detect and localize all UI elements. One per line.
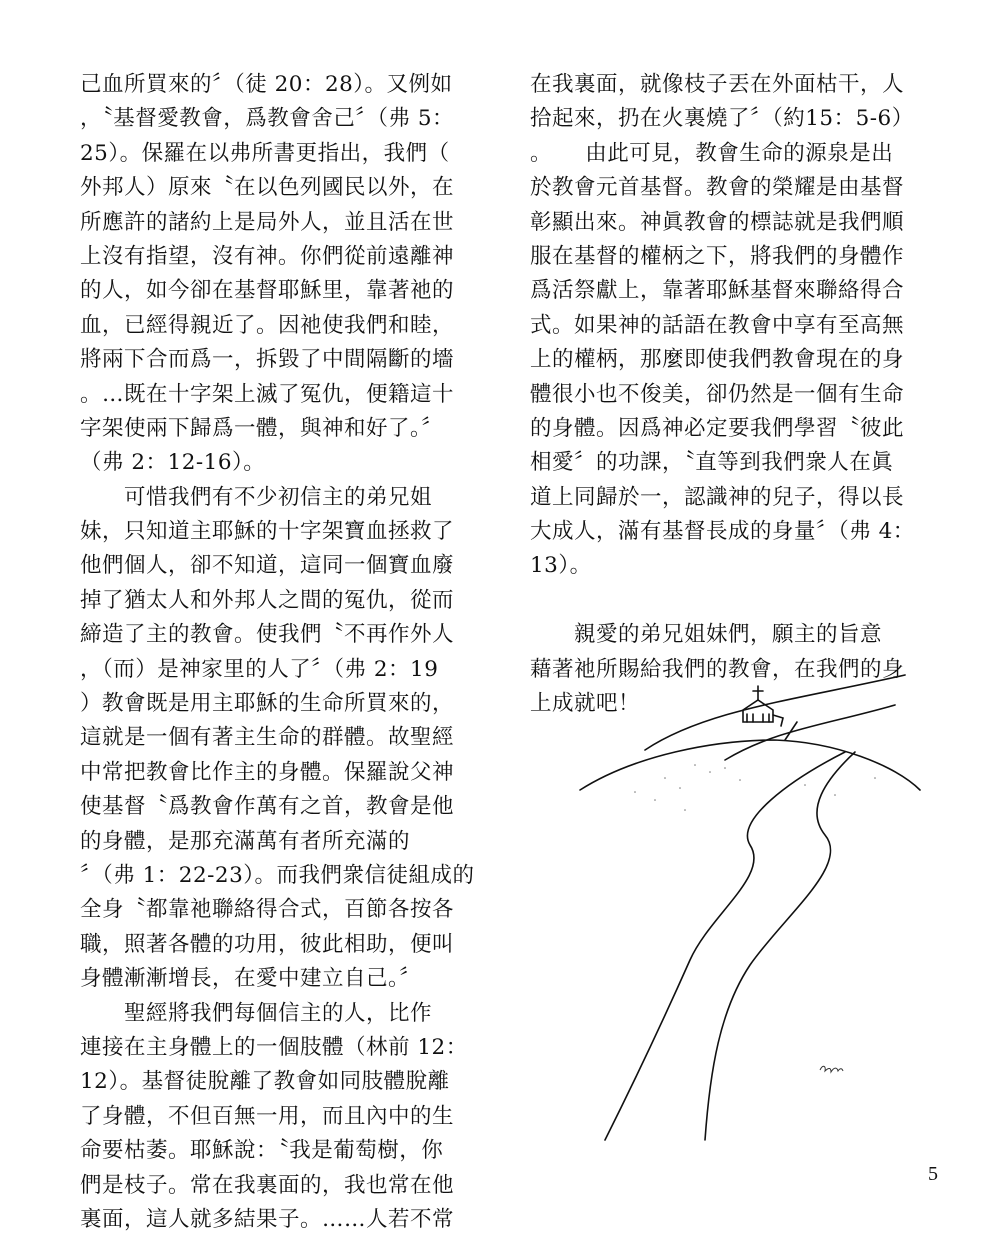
text-line: 的身體，是那充滿萬有者所充滿的 [80, 828, 411, 854]
text-line: 大成人，滿有基督長成的身量〞（弗 4： [530, 519, 915, 545]
text-line: 所應許的諸約上是局外人，並且活在世 [80, 209, 455, 235]
church-hill-path-illustration [575, 670, 935, 1145]
text-line: 了身體，不但百無一用，而且內中的生 [80, 1103, 455, 1129]
text-line: 拾起來，扔在火裏燒了〞（約15：5-6） [530, 106, 914, 132]
text-line: 可惜我們有不少初信主的弟兄姐 [80, 484, 433, 510]
text-line: 相愛〞的功課，〝直等到我們衆人在眞 [530, 450, 894, 476]
text-line: 職，照著各體的功用，彼此相助，便叫 [80, 931, 455, 957]
text-line: 他們個人，卻不知道，這同一個寶血廢 [80, 553, 455, 579]
text-line: ）教會既是用主耶穌的生命所買來的， [80, 691, 455, 717]
text-line: 彰顯出來。神眞教會的標誌就是我們順 [530, 209, 905, 235]
text-line: ，〝基督愛教會，爲教會舍己〞（弗 5： [80, 106, 455, 132]
text-line: 。…既在十字架上滅了冤仇，便籍這十 [80, 381, 455, 407]
text-line: 道上同歸於一，認識神的兒子，得以長 [530, 484, 905, 510]
text-line: 使基督〝爲教會作萬有之首，教會是他 [80, 794, 455, 820]
text-line: 12）。基督徒脫離了教會如同肢體脫離 [80, 1069, 450, 1095]
text-line: 血，已經得親近了。因祂使我們和睦， [80, 312, 455, 338]
text-line: 。 由此可見，教會生命的源泉是出 [530, 140, 894, 166]
artist-signature [820, 1066, 843, 1072]
text-line: 服在基督的權柄之下，將我們的身體作 [530, 243, 905, 269]
text-line: 裏面，這人就多結果子。……人若不常 [80, 1206, 455, 1232]
text-line: 上成就吧！ [530, 691, 641, 717]
text-line: 外邦人）原來〝在以色列國民以外，在 [80, 175, 455, 201]
text-line: ，（而）是神家里的人了〞（弗 2：19 [80, 656, 439, 682]
text-line: 藉著祂所賜給我們的教會，在我們的身 [530, 656, 905, 682]
text-line: 連接在主身體上的一個肢體（林前 12： [80, 1034, 468, 1060]
text-line: 爲活祭獻上，靠著耶穌基督來聯絡得合 [530, 278, 905, 304]
text-line: 在我裏面，就像枝子丟在外面枯干，人 [530, 72, 905, 97]
text-line: 式。如果神的話語在教會中享有至高無 [530, 312, 905, 338]
text-line: 親愛的弟兄姐妹們，願主的旨意 [530, 622, 883, 648]
text-line: 上的權柄，那麼即使我們教會現在的身 [530, 347, 905, 373]
text-line: 命要枯萎。耶穌說：〝我是葡萄樹，你 [80, 1138, 444, 1164]
text-line: 的身體。因爲神必定要我們學習〝彼此 [530, 415, 905, 441]
text-line: 全身〝都靠祂聯絡得合式，百節各按各 [80, 897, 455, 923]
text-line: 字架使兩下歸爲一體，與神和好了。〞 [80, 415, 444, 441]
page-number: 5 [928, 1163, 938, 1185]
text-line: 己血所買來的〞（徒 20：28）。又例如 [80, 72, 453, 97]
text-line: （弗 2：12-16）。 [80, 450, 266, 476]
left-column [80, 68, 490, 1237]
text-line: 體很小也不俊美，卻仍然是一個有生命 [530, 381, 905, 407]
text-line: 〞（弗 1：22-23）。而我們衆信徒組成的 [80, 862, 475, 888]
right-column [530, 68, 938, 721]
text-line: 聖經將我們每個信主的人，比作 [80, 1000, 433, 1026]
text-line: 身體漸漸增長，在愛中建立自己。〞 [80, 966, 422, 992]
text-line: 13）。 [530, 553, 592, 579]
text-line: 上沒有指望，沒有神。你們從前遠離神 [80, 243, 455, 269]
text-line: 25）。保羅在以弗所書更指出，我們（ [80, 140, 450, 166]
text-line [530, 584, 938, 618]
text-line: 這就是一個有著主生命的群體。故聖經 [80, 725, 455, 751]
text-line: 們是枝子。常在我裏面的，我也常在他 [80, 1172, 455, 1198]
text-line: 中常把教會比作主的身體。保羅說父神 [80, 759, 455, 785]
text-line: 將兩下合而爲一，拆毀了中間隔斷的墻 [80, 347, 455, 373]
text-line: 的人，如今卻在基督耶穌里，靠著祂的 [80, 278, 455, 304]
text-line: 掉了猶太人和外邦人之間的冤仇，從而 [80, 587, 455, 613]
text-line: 妹，只知道主耶穌的十字架寶血拯救了 [80, 519, 455, 545]
text-line: 於教會元首基督。教會的榮耀是由基督 [530, 175, 905, 201]
text-line: 締造了主的教會。使我們〝不再作外人 [80, 622, 455, 648]
